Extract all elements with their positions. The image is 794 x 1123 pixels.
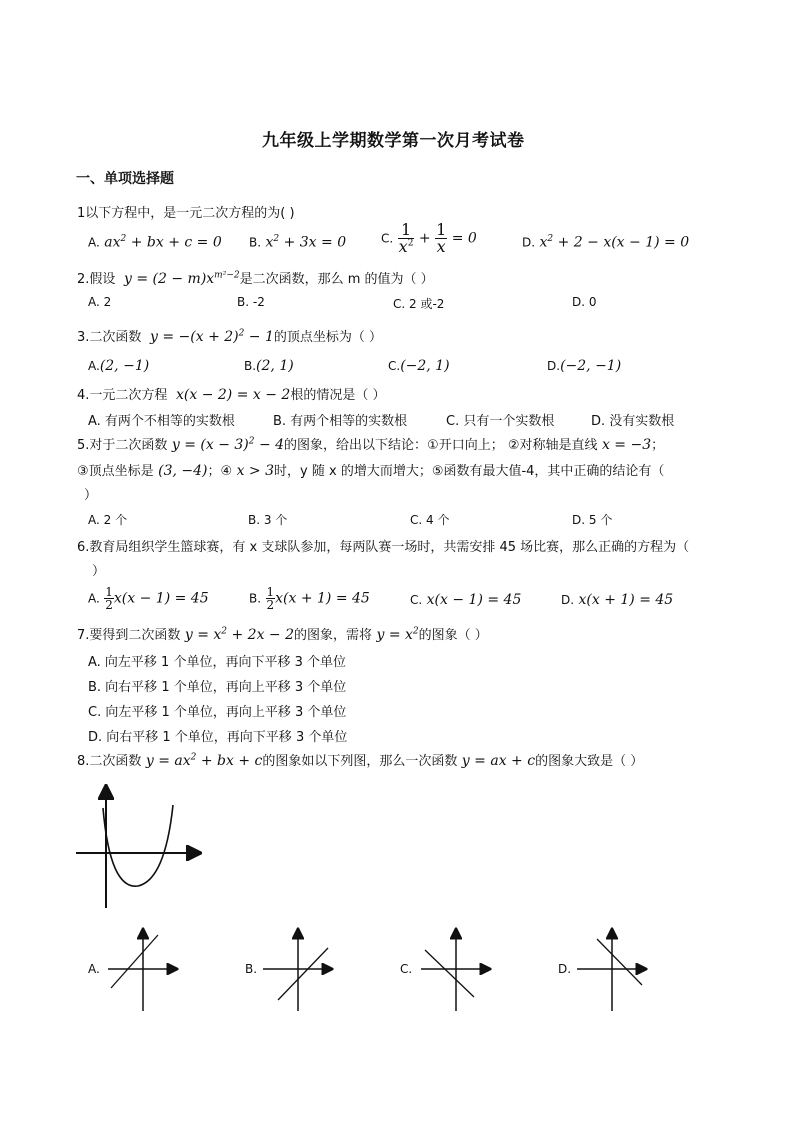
q4-option-a[interactable]: A. 有两个不相等的实数根: [88, 414, 235, 429]
q8-option-d-label[interactable]: D.: [558, 962, 572, 976]
section-heading: 一、单项选择题: [76, 171, 174, 187]
q8-option-a-graph[interactable]: [105, 925, 185, 1015]
q5-stem-line1: 5.对于二次函数 $y = (x - 3)^2 - 4$的图象，给出以下结论：①开口向上； ②对称轴是直线 x = −3；: [77, 436, 665, 453]
q5-stem-line3: ）: [84, 488, 98, 503]
q1-option-d[interactable]: D. $x^2 + 2 - x(x - 1) = 0$: [522, 234, 690, 251]
q3-option-b[interactable]: B.(2, 1): [244, 358, 294, 374]
q1-stem: 1以下方程中，是一元二次方程的为( ): [77, 206, 295, 221]
q2-option-c[interactable]: C. 2 或-2: [393, 297, 445, 311]
q8-stem: 8.二次函数 $y = ax^2$ + bx + c的图象如以下列图，那么一次函数 y = ax + c的图象大致是（ ）: [77, 752, 644, 769]
q7-option-a[interactable]: A. 向左平移 1 个单位，再向下平移 3 个单位: [88, 655, 347, 670]
q8-option-c-graph[interactable]: [418, 925, 498, 1015]
q5-stem-line2: ③顶点坐标是 (3, −4)；④ x > 3时，y 随 x 的增大而增大；⑤函数有最大值-4，其中正确的结论有（: [77, 463, 665, 479]
q3-stem: 3.二次函数 $y = -(x + 2)^2 - 1$的顶点坐标为（ ）: [77, 328, 383, 345]
q6-option-d[interactable]: D. x(x + 1) = 45: [561, 592, 674, 608]
q6-option-a[interactable]: A. $\frac{1}{2}$ x(x − 1) = 45: [88, 585, 209, 612]
parabola-graph: [70, 780, 210, 915]
q5-option-b[interactable]: B. 3 个: [248, 513, 288, 527]
q4-option-d[interactable]: D. 没有实数根: [591, 414, 675, 429]
q2-option-d[interactable]: D. 0: [572, 295, 597, 309]
q8-option-b-label[interactable]: B.: [245, 962, 258, 976]
q5-option-d[interactable]: D. 5 个: [572, 513, 613, 527]
q7-option-b[interactable]: B. 向右平移 1 个单位，再向上平移 3 个单位: [88, 680, 347, 695]
q1-option-b[interactable]: B. $x^2 + 3x = 0$: [249, 234, 347, 251]
q4-stem: 4.一元二次方程 x(x − 2) = x − 2根的情况是（ ）: [77, 387, 386, 403]
q1-option-c[interactable]: C. $\frac{1}{x^2}$ + $\frac{1}{x}$ = 0: [381, 220, 477, 256]
q3-option-a[interactable]: A.(2, −1): [88, 358, 150, 374]
q3-option-c[interactable]: C.(−2, 1): [388, 358, 450, 374]
page-title: 九年级上学期数学第一次月考试卷: [262, 131, 525, 151]
q7-stem: 7.要得到二次函数 $y = x^2 + 2x - 2$的图象，需将 $y = x^2$的图象（ ）: [77, 626, 488, 643]
q2-stem: 2.假设 $y = (2 - m)x^{m^2-2}$是二次函数，那么 m 的值为（ ）: [77, 270, 434, 287]
q5-option-c[interactable]: C. 4 个: [410, 513, 450, 527]
q6-option-b[interactable]: B. $\frac{1}{2}$ x(x + 1) = 45: [249, 585, 370, 612]
q1-option-a[interactable]: A. $ax^2$ + bx + c = 0: [88, 234, 222, 251]
q8-option-d-graph[interactable]: [574, 925, 654, 1015]
q4-option-b[interactable]: B. 有两个相等的实数根: [273, 414, 408, 429]
q6-stem-line1: 6.教育局组织学生篮球赛，有 x 支球队参加，每两队赛一场时，共需安排 45 场比赛，那么正确的方程为（: [77, 540, 690, 555]
q6-stem-line2: ）: [92, 564, 106, 579]
q2-option-b[interactable]: B. -2: [237, 295, 265, 309]
q8-option-a-label[interactable]: A.: [88, 962, 100, 976]
q8-option-b-graph[interactable]: [260, 925, 340, 1015]
q5-option-a[interactable]: A. 2 个: [88, 513, 128, 527]
q3-option-d[interactable]: D.(−2, −1): [547, 358, 622, 374]
q7-option-c[interactable]: C. 向左平移 1 个单位，再向上平移 3 个单位: [88, 705, 347, 720]
q4-option-c[interactable]: C. 只有一个实数根: [446, 414, 555, 429]
q2-option-a[interactable]: A. 2: [88, 295, 112, 309]
q6-option-c[interactable]: C. x(x − 1) = 45: [410, 592, 522, 608]
q7-option-d[interactable]: D. 向右平移 1 个单位，再向下平移 3 个单位: [88, 730, 348, 745]
q8-option-c-label[interactable]: C.: [400, 962, 413, 976]
